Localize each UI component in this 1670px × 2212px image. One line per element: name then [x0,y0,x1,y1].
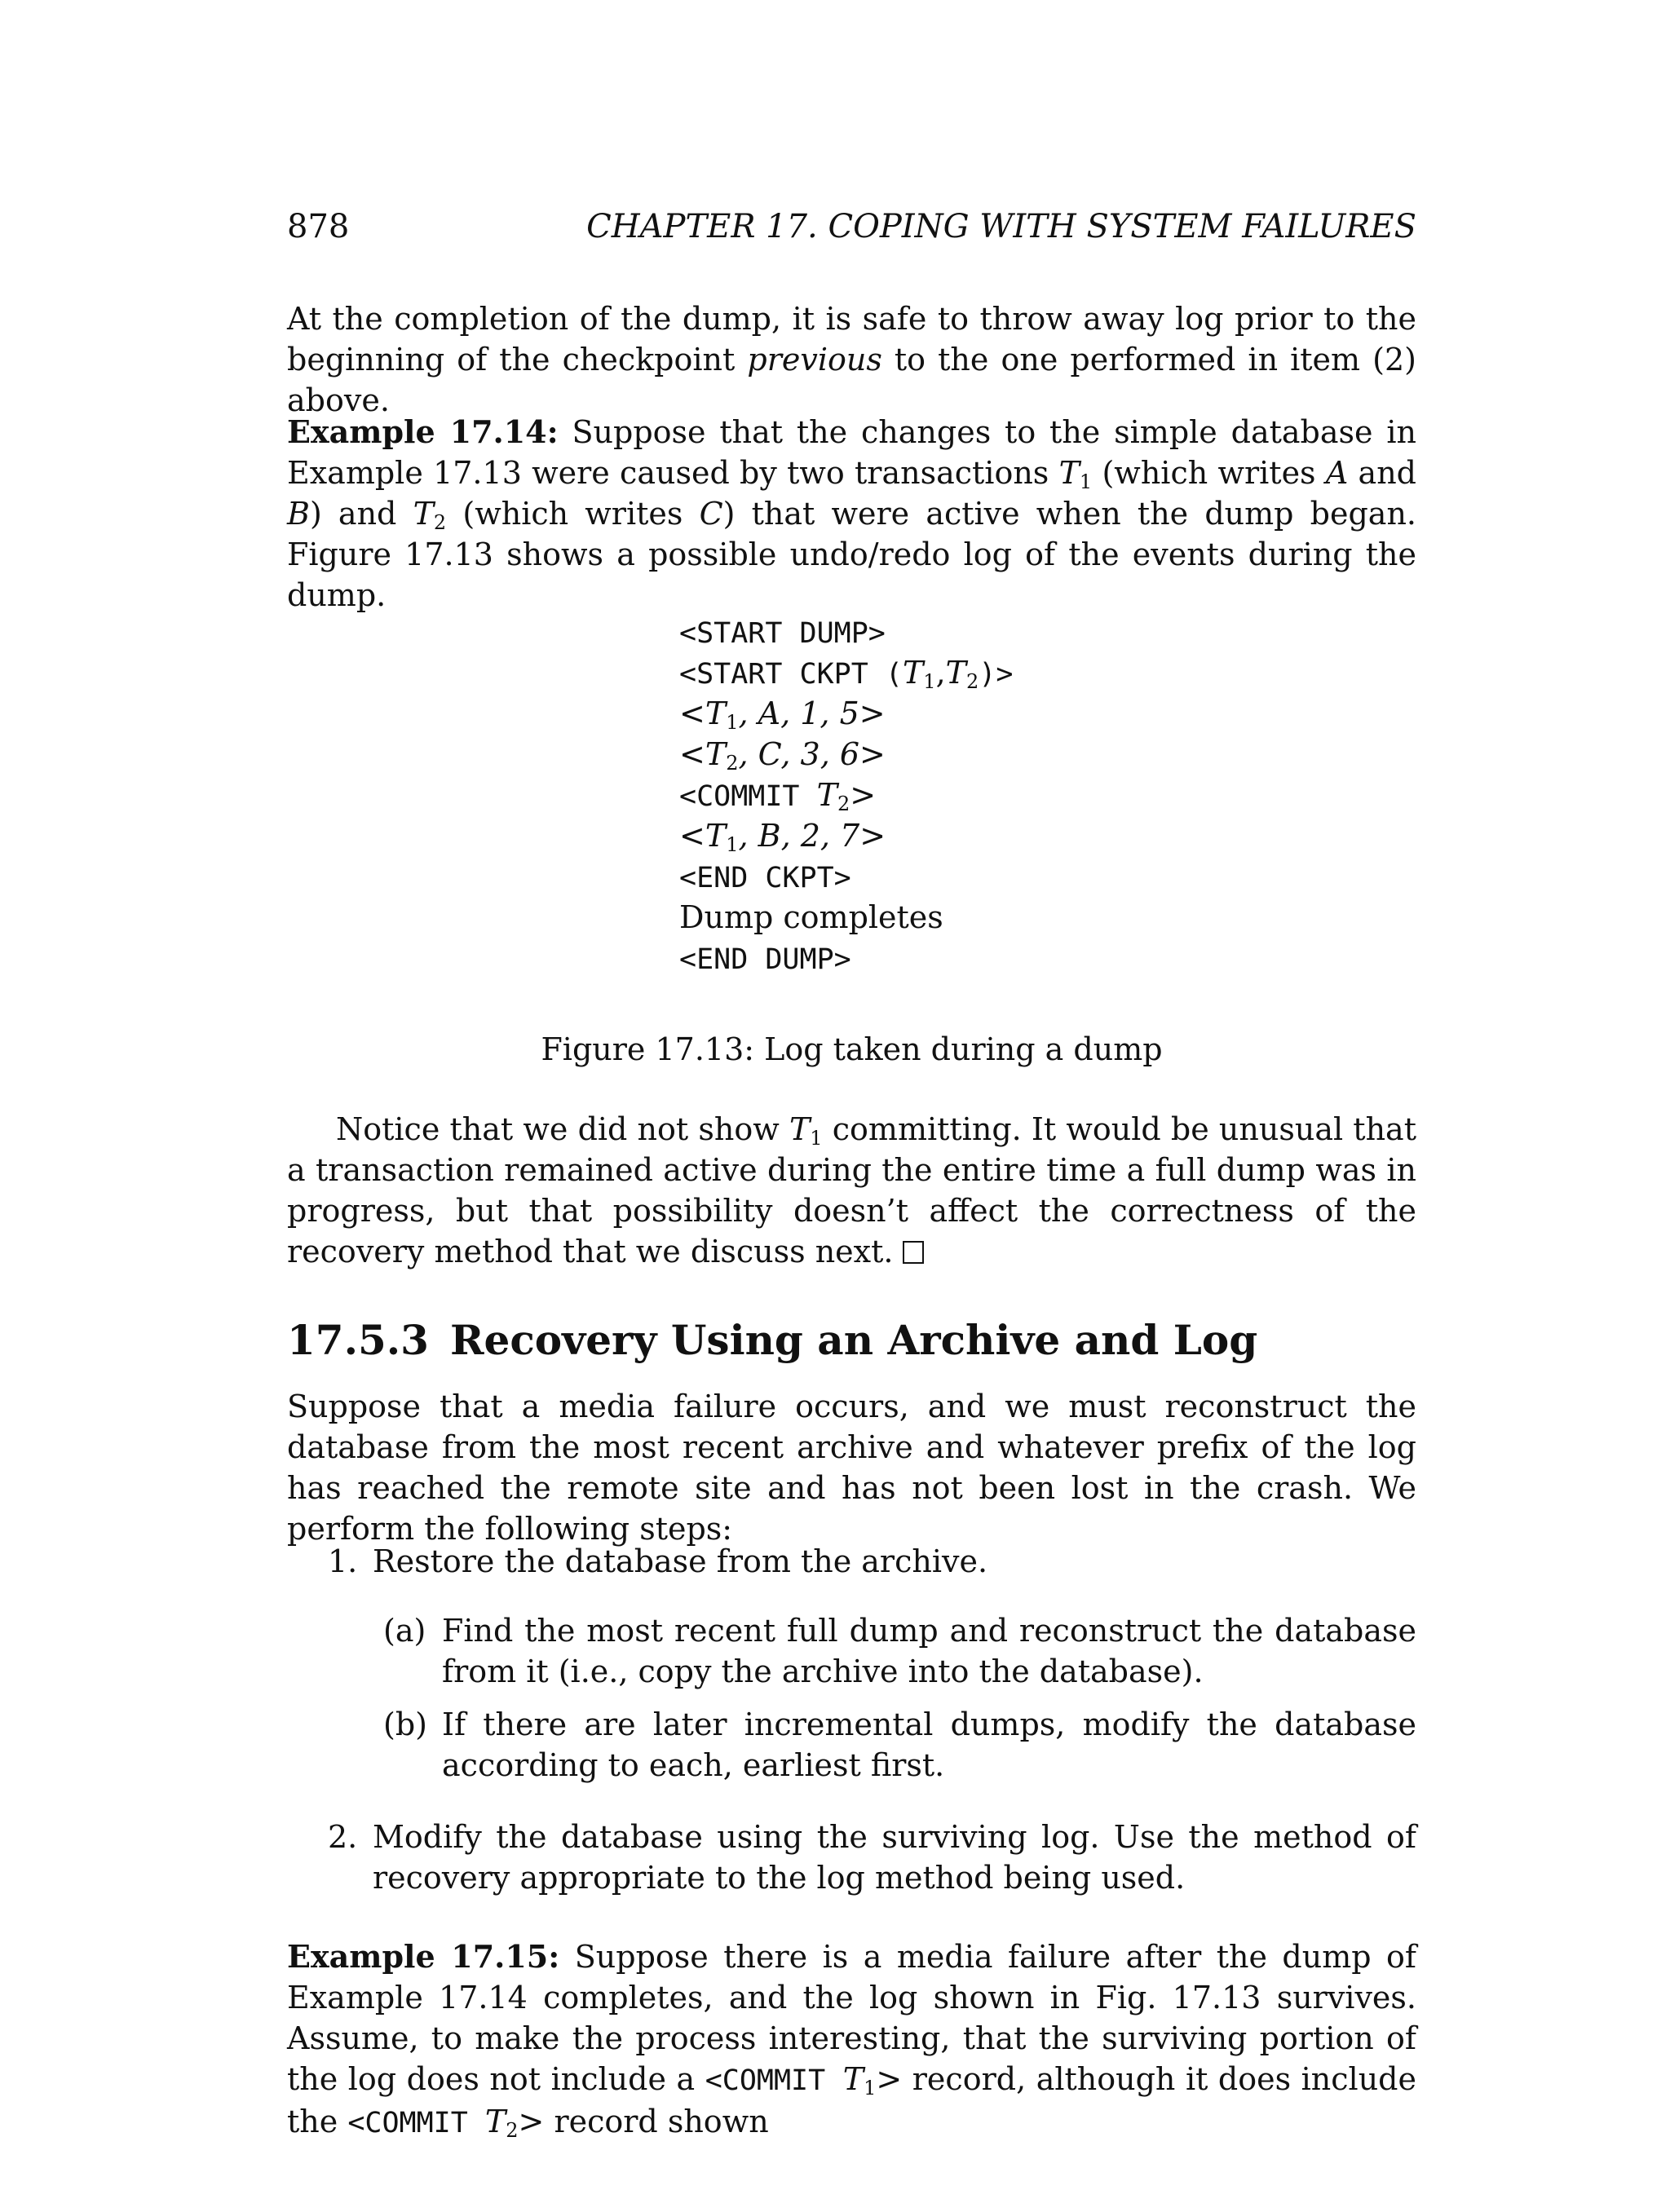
figure-log-records [679,612,1169,978]
list-item: 1. Restore the database from the archive. [328,1543,988,1579]
section-heading [287,1314,1416,1366]
log-record: <START DUMP> [679,617,886,650]
section-number: 17.5.3 [287,1316,429,1364]
page-number: 878 [287,208,350,245]
example-label: Example 17.14: [287,413,559,450]
running-title: CHAPTER 17. COPING WITH SYSTEM FAILURES [586,208,1416,245]
log-record: $<T_2$, C, 3, 6> [679,736,886,775]
example-17-15: Example 17.15: Suppose there is a media failure after the dump of Example 17.14 completes, and the log shown in Fig. 17.13 survives. Assume, to make the process interesting, that the surviving portion of the log does not include a <COMMIT $T_1>$ record, although it does include the <COMMIT $T_2>$ record shown [287,1938,1416,2142]
page-header [287,204,1416,249]
paragraph-media-failure: Suppose that a media failure occurs, and we must reconstruct the database from the most recent archive and whatever prefix of the log has reached the remote site and has not been lost in the crash. We perform the following steps: [287,1389,1416,1547]
section-title: Recovery Using an Archive and Log [450,1316,1258,1364]
figure-caption: Figure 17.13: Log taken during a dump [541,1031,1163,1067]
log-record: Dump completes [679,899,943,935]
list-item: (a) Find the most recent full dump and reconstruct the database from it (i.e., copy the archive into the database). [383,1613,1416,1689]
log-record: $<T_1$, B, 2, 7> [679,818,886,856]
paragraph-dump-completion: At the completion of the dump, it is safe to throw away log prior to the beginning of the checkpoint previous to the one performed in item (2) above. [287,301,1416,418]
example-label: Example 17.15: [287,1938,560,1975]
log-record: <COMMIT $T_2>$ [679,777,877,815]
log-record: <END DUMP> [679,943,851,976]
example-17-14: Example 17.14: Suppose that the changes to the simple database in Example 17.13 were caused by two transactions $T_1$ (which writes A and B) and $T_2$ (which writes C) that were active when the dump began. Figure 17.13 shows a possible undo/redo log of the events during the dump. [287,413,1417,613]
recovery-steps [287,1541,1416,1898]
list-item: 2. Modify the database using the surviving log. Use the method of recovery appropriate to the log method being used. [328,1819,1416,1896]
end-of-proof-icon [903,1241,924,1264]
paragraph-notice: Notice that we did not show $T_1$ committing. It would be unusual that a transaction remained active during the entire time a full dump was in progress, but that possibility doesn’t affect the correctness of the recovery method that we discuss next. [287,1111,1416,1269]
log-record: <END CKPT> [679,862,851,894]
list-item: (b) If there are later incremental dumps, modify the database according to each, earliest first. [383,1706,1416,1783]
log-record: $<T_1$, A, 1, 5> [679,695,886,734]
log-record: <START CKPT $(T_1,T_2)>$ [679,655,1014,693]
